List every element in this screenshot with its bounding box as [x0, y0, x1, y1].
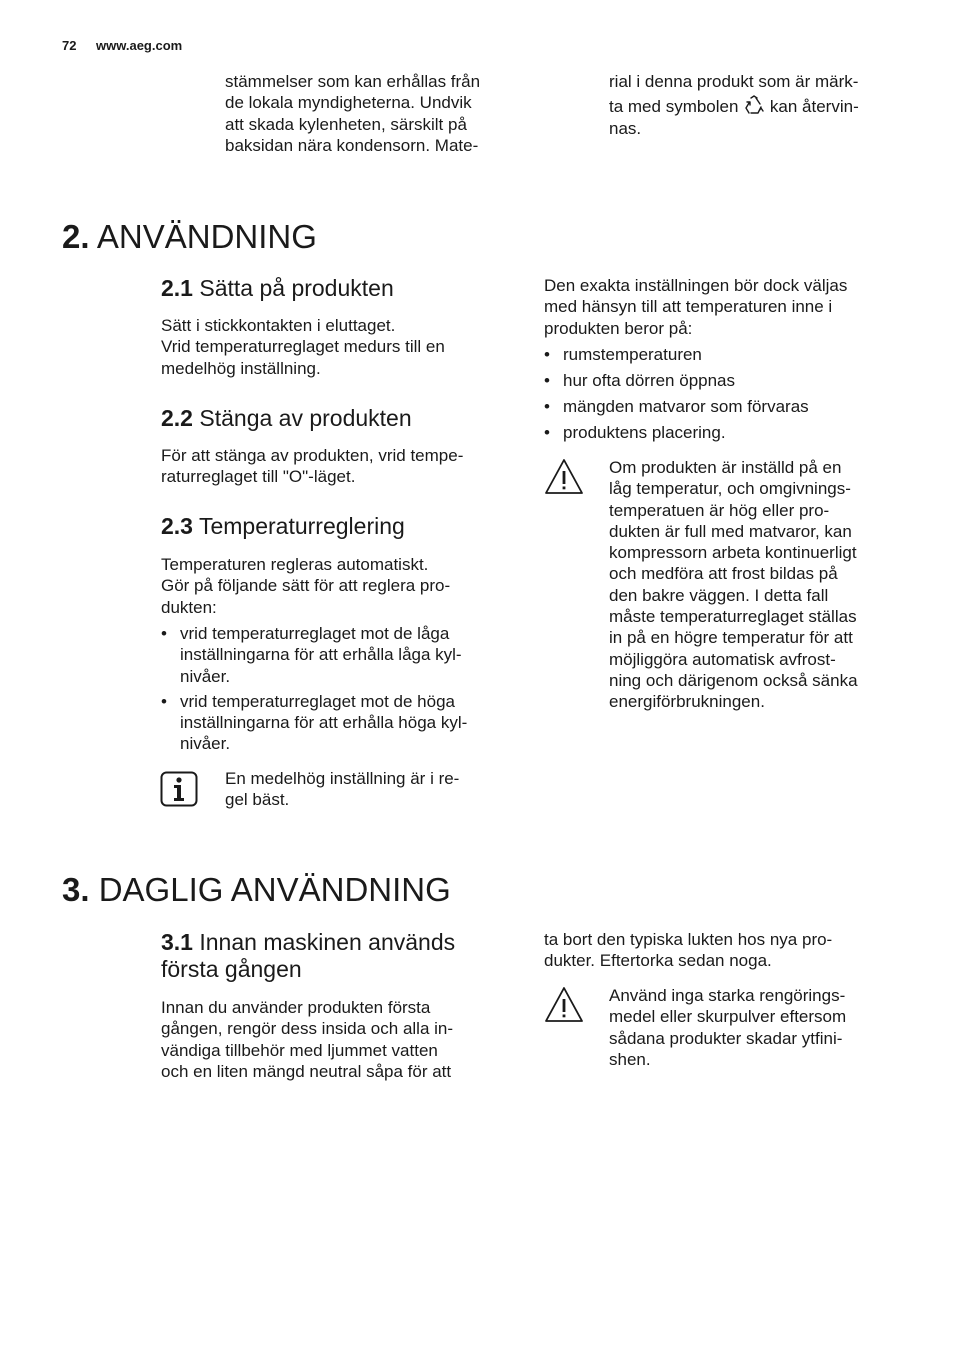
info-icon: [160, 771, 198, 807]
subsection-title: Stänga av produkten: [199, 405, 412, 431]
text-line: in på en högre temperatur för att: [609, 628, 853, 648]
text-line: dukten är full med matvaror, kan: [609, 521, 852, 541]
text-line: En medelhög inställning är i re-: [225, 769, 460, 788]
paragraph-2-1: [161, 315, 445, 379]
text-line: möjliggöra automatisk avfrost-: [609, 649, 836, 669]
list-item: • mängden matvaror som förvaras: [544, 396, 809, 417]
text-line: Den exakta inställningen bör dock väljas: [544, 276, 848, 295]
text-line: nivåer.: [180, 666, 231, 686]
list-item: • produktens placering.: [544, 422, 809, 443]
text-line: låg temperatur, och omgivnings-: [609, 479, 851, 499]
section-number: 3.: [62, 871, 90, 908]
text-line: gången, rengör dess insida och alla in-: [161, 1019, 454, 1039]
text-line: ning och därigenom också sänka: [609, 670, 858, 690]
subsection-number: 3.1: [161, 929, 193, 955]
text-line: Vrid temperaturreglaget medurs till en: [161, 337, 445, 357]
subsection-heading-2-1: [161, 275, 394, 302]
text-line: För att stänga av produkten, vrid tempe-: [161, 446, 464, 465]
text-line: de lokala myndigheterna. Undvik: [225, 93, 472, 113]
section-title: DAGLIG ANVÄNDNING: [98, 871, 451, 908]
bullet-list-right-2: [544, 344, 809, 443]
text-line-with-symbol: [609, 95, 859, 117]
text-line: nas.: [609, 118, 642, 138]
text-line: och en liten mängd neutral såpa för att: [161, 1061, 452, 1081]
text-line: dukten:: [161, 597, 217, 617]
list-item: • rumstemperaturen: [544, 344, 809, 365]
text-line: shen.: [609, 1049, 651, 1069]
text-line: Innan du använder produkten första: [161, 998, 431, 1017]
paragraph-right-2: [544, 275, 847, 339]
text-line: ta bort den typiska lukten hos nya pro-: [544, 930, 833, 949]
text-line: och medföra att frost bildas på: [609, 564, 838, 584]
text-line: inställningarna för att erhålla höga kyl-: [180, 713, 468, 733]
warning-icon: [544, 986, 584, 1023]
text-line: stämmelser som kan erhållas från: [225, 72, 481, 91]
text-line: vrid temperaturreglaget mot de höga: [180, 691, 455, 711]
text-line: måste temperaturreglaget ställas: [609, 607, 857, 627]
warning-note-3: [609, 985, 846, 1070]
paragraph-2-3: [161, 554, 450, 618]
section-heading-daglig-anvandning: [62, 870, 451, 910]
paragraph-3-1: [161, 997, 453, 1082]
text-fragment: kan återvin-: [769, 97, 859, 117]
section-title: ANVÄNDNING: [96, 218, 317, 255]
text-line: nivåer.: [180, 734, 231, 754]
text-line: medelhög inställning.: [161, 358, 321, 378]
paragraph-right-3: [544, 929, 832, 972]
subsection-title: Sätta på produkten: [199, 275, 394, 301]
intro-left-column: [225, 71, 480, 156]
text-line: baksidan nära kondensorn. Mate-: [225, 135, 479, 155]
text-line: temperatuen är hög eller pro-: [609, 500, 830, 520]
warning-note-2: [609, 457, 858, 713]
bullet-list-2-3: [161, 623, 467, 755]
text-line: den bakre väggen. I detta fall: [609, 585, 829, 605]
header-url: www.aeg.com: [96, 38, 183, 53]
subsection-number: 2.1: [161, 275, 193, 301]
text-line: raturreglaget till "O"-läget.: [161, 467, 356, 487]
text-line: med hänsyn till att temperaturen inne i: [544, 297, 833, 317]
text-line: dukter. Eftertorka sedan noga.: [544, 951, 772, 971]
list-item: [161, 623, 467, 687]
subsection-heading-2-2: [161, 405, 412, 432]
section-heading-anvandning: [62, 217, 317, 257]
intro-right-column: [609, 71, 859, 139]
text-fragment: ta med symbolen: [609, 97, 739, 117]
text-line: Sätt i stickkontakten i eluttaget.: [161, 316, 396, 335]
subsection-title: första gången: [161, 956, 302, 982]
subsection-title: Temperaturreglering: [198, 513, 405, 539]
text-line: energiförbrukningen.: [609, 692, 765, 712]
subsection-title: Innan maskinen används: [199, 929, 456, 955]
subsection-heading-2-3: [161, 513, 405, 540]
text-line: Temperaturen regleras automatiskt.: [161, 555, 429, 574]
text-line: Gör på följande sätt för att reglera pro-: [161, 576, 451, 596]
text-line: gel bäst.: [225, 790, 290, 810]
info-note: [225, 768, 459, 811]
text-line: vändiga tillbehör med ljummet vatten: [161, 1040, 438, 1060]
list-item: • hur ofta dörren öppnas: [544, 370, 809, 391]
text-line: rial i denna produkt som är märk-: [609, 72, 859, 91]
text-line: kompressorn arbeta kontinuerligt: [609, 543, 857, 563]
text-line: medel eller skurpulver eftersom: [609, 1007, 847, 1027]
warning-icon: [544, 458, 584, 495]
list-item: [161, 691, 467, 755]
text-line: sådana produkter skadar ytfini-: [609, 1028, 843, 1048]
text-line: Använd inga starka rengörings-: [609, 986, 846, 1005]
page-number: 72: [62, 38, 77, 53]
subsection-number: 2.3: [161, 513, 193, 539]
text-line: produkten beror på:: [544, 318, 693, 338]
text-line: att skada kylenheten, särskilt på: [225, 114, 467, 134]
text-line: Om produkten är inställd på en: [609, 458, 842, 477]
recycle-icon: [743, 95, 765, 115]
section-number: 2.: [62, 218, 90, 255]
text-line: vrid temperaturreglaget mot de låga: [180, 624, 450, 643]
paragraph-2-2: [161, 445, 463, 488]
text-line: inställningarna för att erhålla låga kyl-: [180, 645, 462, 665]
subsection-heading-3-1: [161, 929, 455, 983]
subsection-number: 2.2: [161, 405, 193, 431]
